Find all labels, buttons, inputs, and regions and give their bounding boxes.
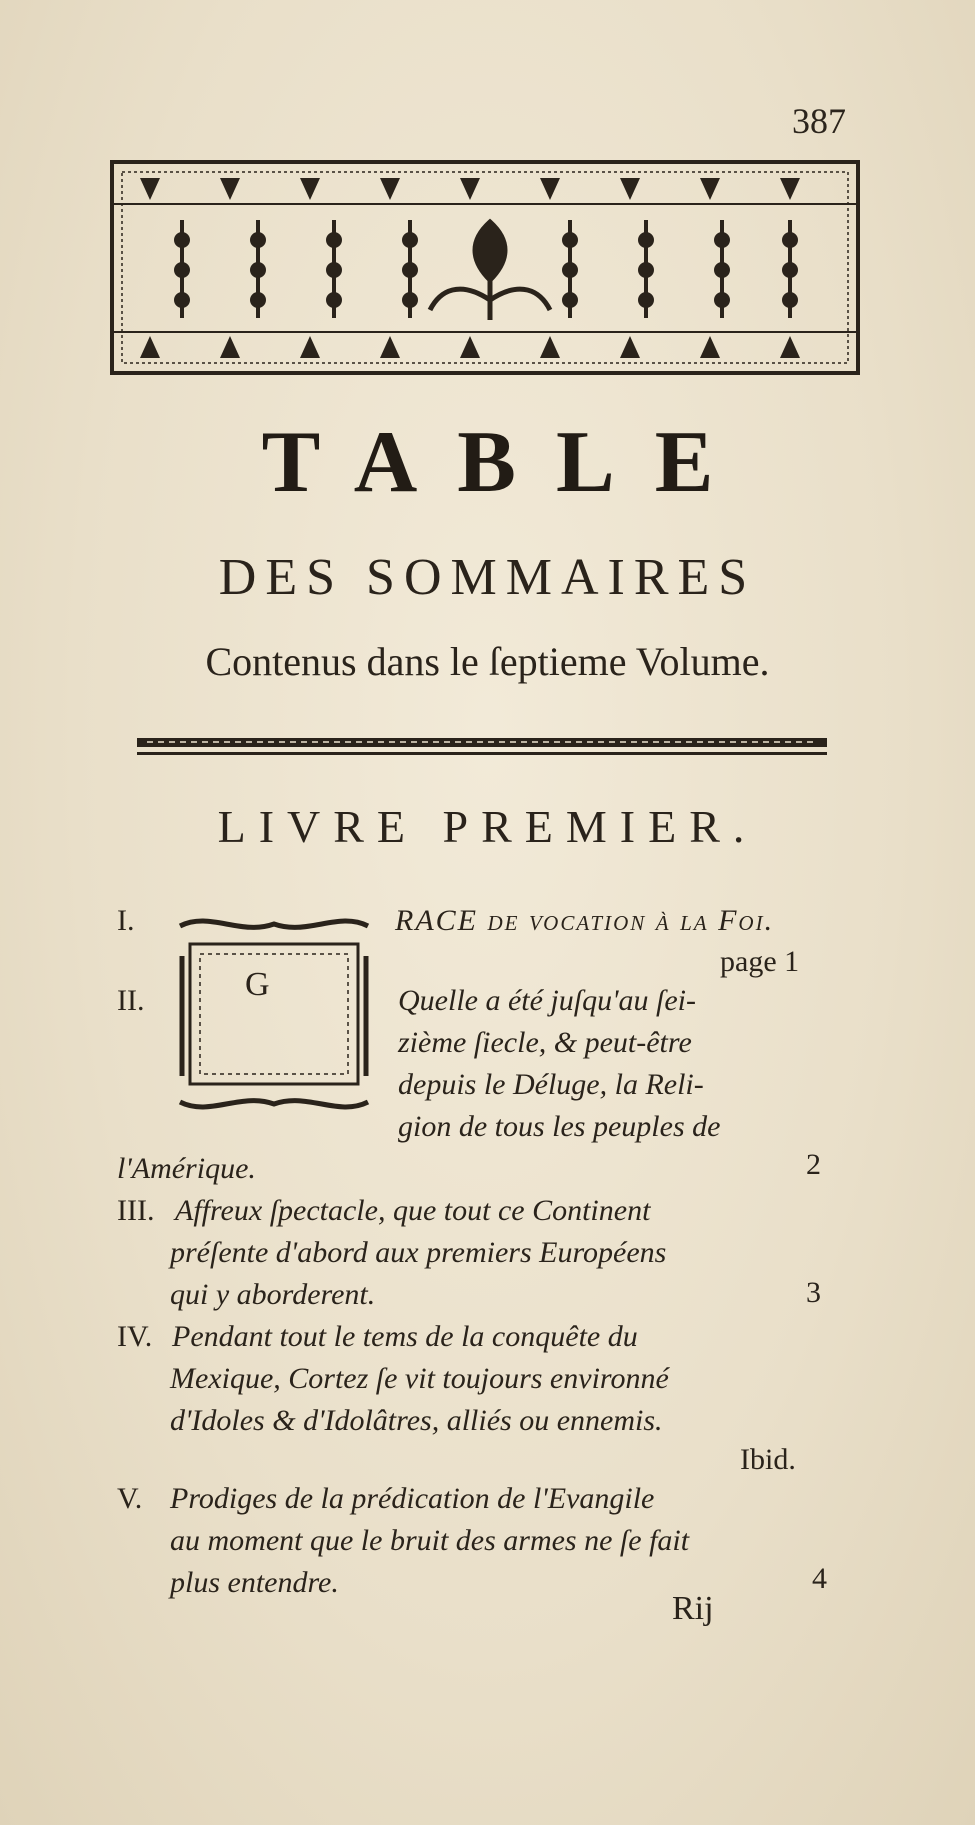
entry-3-line-3: qui y aborderent. xyxy=(170,1278,376,1311)
entry-5-line-3: plus entendre. xyxy=(170,1566,339,1599)
entry-2-line-3: depuis le Déluge, la Reli- xyxy=(398,1068,704,1101)
page-title: TABLE xyxy=(261,414,754,511)
entry-2-line-2: zième ſiecle, & peut-être xyxy=(398,1026,692,1059)
entry-5-page: 4 xyxy=(812,1562,827,1595)
book-heading: LIVRE PREMIER. xyxy=(217,801,758,852)
entry-4-line-3: d'Idoles & d'Idolâtres, alliés ou ennemis. xyxy=(170,1404,663,1437)
entry-2-numeral: II. xyxy=(117,984,145,1017)
entry-3-line-1: Affreux ſpectacle, que tout ce Continent xyxy=(175,1194,651,1227)
section-rule xyxy=(137,736,827,758)
headpiece-ornament xyxy=(110,160,860,375)
entry-2-line-4: gion de tous les peuples de xyxy=(398,1110,721,1143)
entry-3-page: 3 xyxy=(806,1276,821,1309)
drop-cap-letter: G xyxy=(245,966,270,1003)
printer-signature: Rij xyxy=(672,1590,714,1627)
entry-3-numeral: III. xyxy=(117,1194,155,1227)
entry-1-numeral: I. xyxy=(117,904,135,937)
entry-4-line-2: Mexique, Cortez ſe vit toujours environné xyxy=(170,1362,669,1395)
entry-4-numeral: IV. xyxy=(117,1320,153,1353)
entry-1-line-1: RACE de vocation à la Foi. xyxy=(395,904,775,937)
page-number: 387 xyxy=(792,101,846,141)
entry-1-page: page 1 xyxy=(720,945,800,978)
page-subtitle: DES SOMMAIRES xyxy=(218,549,757,606)
drop-cap-ornament xyxy=(160,906,388,1122)
entry-3-line-2: préſente d'abord aux premiers Européens xyxy=(170,1236,667,1269)
entry-5-line-1: Prodiges de la prédication de l'Evangile xyxy=(170,1482,655,1515)
entry-4-line-1: Pendant tout le tems de la conquête du xyxy=(172,1320,638,1353)
entry-5-numeral: V. xyxy=(117,1482,143,1515)
entry-5-line-2: au moment que le bruit des armes ne ſe fait xyxy=(170,1524,690,1557)
volume-caption: Contenus dans le ſeptieme Volume. xyxy=(205,639,770,684)
entry-2-page: 2 xyxy=(806,1148,821,1181)
entry-4-page: Ibid. xyxy=(740,1443,796,1476)
entry-2-line-5: l'Amérique. xyxy=(117,1152,256,1185)
entry-2-line-1: Quelle a été juſqu'au ſei- xyxy=(398,984,696,1017)
